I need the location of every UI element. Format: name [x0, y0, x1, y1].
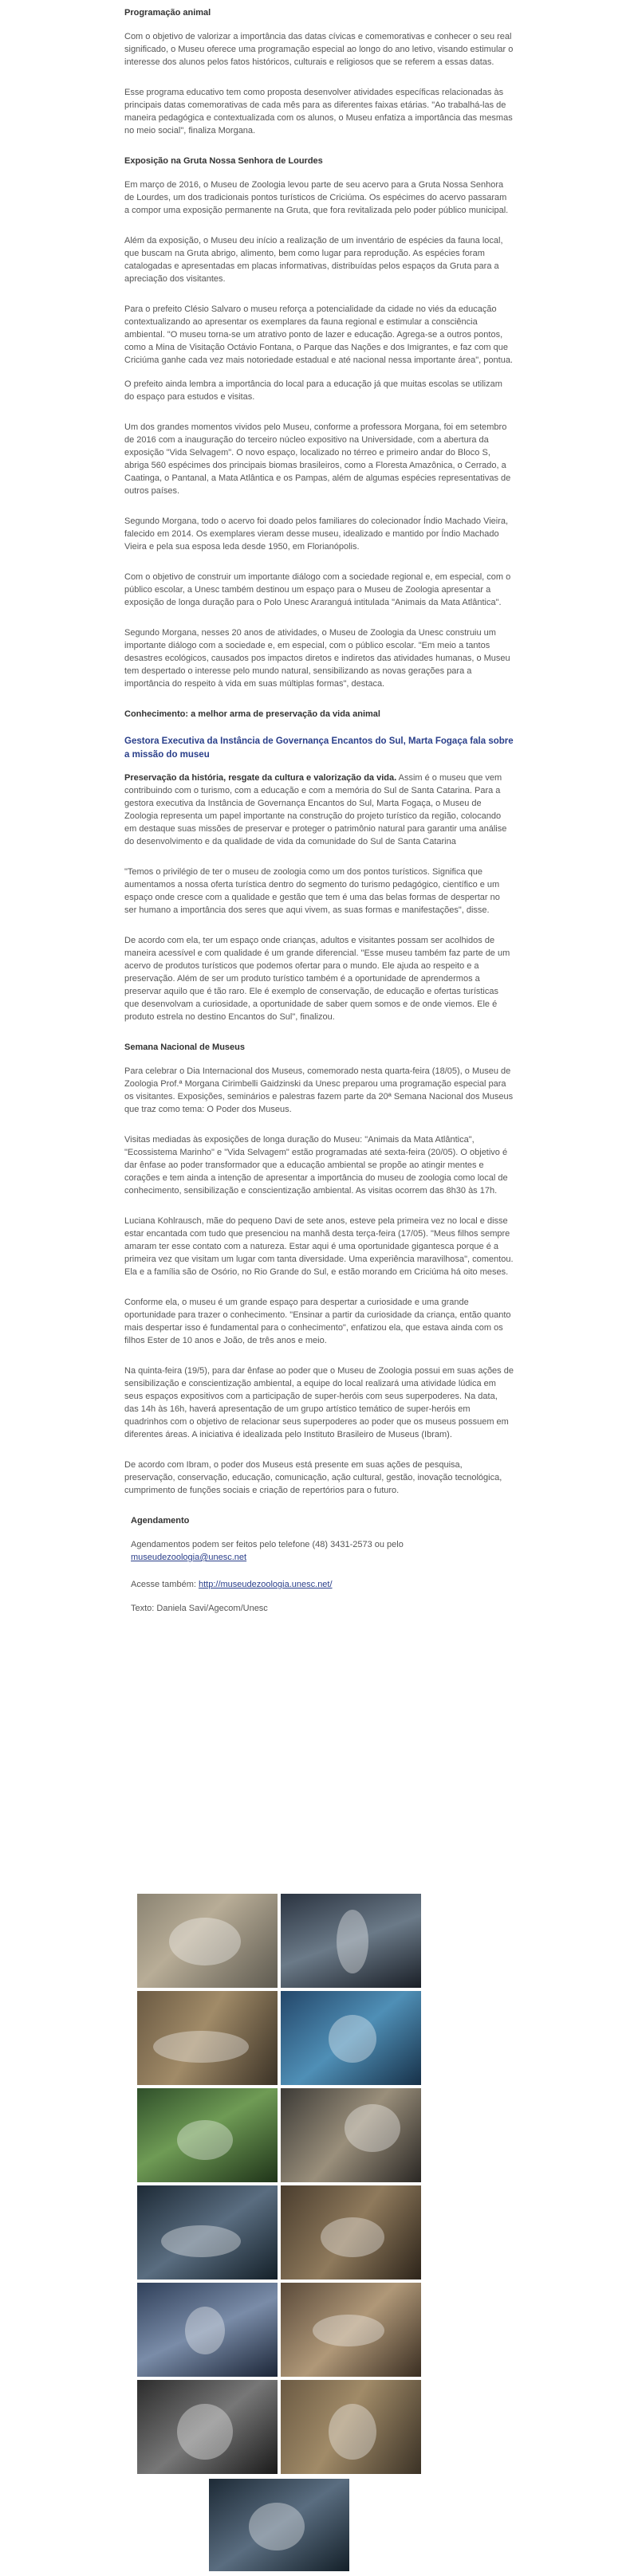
paragraph: De acordo com Ibram, o poder dos Museus está presente em suas ações de pesquisa, preservação, conservação, educação, comunicação, ação cultural, gestão, inovação tecnológica, cumprimento de funções sociais e criação de repertórios para o futuro.	[124, 1460, 502, 1495]
paragraph-text: Assim é o museu que vem contribuindo com o turismo, com a educação e com a memória do Sul de Santa Catarina. Para a gestora executiva da Instância de Governança Encantos do Sul, Marta Fogaça, o Museu de Zoologia representa um papel importante na construção do projeto turístico da região, colocando em destaque suas missões de preservar e proteger o patrimônio natural para garantir uma análise do desenvolvimento e da qualidade de vida da comunidade do Sul de Santa Catarina	[124, 773, 507, 846]
fish-diorama-photo	[281, 2088, 421, 2182]
section-subheading-gestora: Gestora Executiva da Instância de Governança Encantos do Sul, Marta Fogaça fala sobre a missão do museu	[124, 736, 514, 760]
paragraph: Além da exposição, o Museu deu início a realização de um inventário de espécies da fauna local, que buscam na Gruta abrigo, alimento, bem como lugar para reprodução. As espécies foram catalogadas e apresentadas em placas informativas, distribuídas pelos espaços da Gruta para a apreciação dos visitantes.	[124, 236, 503, 284]
paragraph	[124, 1538, 514, 1564]
paragraph: Com o objetivo de construir um importante diálogo com a sociedade regional e, em especial, com o público escolar, a Unesc também destinou um espaço para o Museu de Zoologia apresentar a exposição de longa duração para o Polo Unesc Araranguá intitulada "Animais da Mata Atlântica".	[124, 572, 511, 607]
paragraph: De acordo com ela, ter um espaço onde crianças, adultos e visitantes possam ser acolhidos de maneira acessível e com qualidade é um grande diferencial. "Esse museu também faz parte de um acervo de produtos turísticos que podemos ofertar para o mundo. Ele ajuda ao respeito e a preservação. Além de ser um produto turístico também é a oportunidade de aprendermos a preservar aquilo que é tão raro. Ele é exemplo de conservação, de educação e ofertas turísticas que desenvolvam a curiosidade, a oportunidade de saber quem somos e de onde viemos. Ele é produto estrela no destino Encantos do Sul", finalizou.	[124, 936, 510, 1022]
paragraph: Para o prefeito Clésio Salvaro o museu reforça a potencialidade da cidade no viés da educação contextualizando ao apresentar os exemplares da fauna regional e estimular a consciência ambiental. "O museu torna-se um atrativo ponto de lazer e educação. Agrega-se a outros pontos, como a Mina de Visitação Octávio Fontana, o Parque das Nações e dos Imigrantes, e faz com que Criciúma ganhe cada vez mais notoriedade estadual e até nacional nessa importante área", pontua.	[124, 304, 513, 365]
child-with-boa-photo	[137, 2380, 278, 2474]
paragraph: Segundo Morgana, todo o acervo foi doado pelos familiares do colecionador Índio Machado Vieira, falecido em 2014. Os exemplares vieram desse museu, idealizado e mantido por Índio Machado Vieira e pela sua esposa leda desde 1950, em Florianópolis.	[124, 516, 509, 552]
section-heading-semana: Semana Nacional de Museus	[124, 1043, 245, 1052]
paragraph: O prefeito ainda lembra a importância do local para a educação já que muitas escolas se utilizam do espaço para estudos e visitas.	[124, 379, 502, 402]
email-link[interactable]: museudezoologia@unesc.net	[131, 1553, 247, 1562]
animal-taxidermy-photo	[137, 2088, 278, 2182]
student-holding-specimen-photo	[209, 2479, 349, 2571]
lead-text: Preservação da história, resgate da cultura e valorização da vida.	[124, 773, 397, 783]
paragraph: "Temos o privilégio de ter o museu de zoologia como um dos pontos turísticos. Significa que aumentamos a nossa oferta turística dentro do segmento do turismo pedagógico, científico e um espaço onde cresce com a qualidade e gestão que tem é uma das belas formas de despertar no ser humano a importância dos seres que aqui vivem, as suas formas e manifestações", disse.	[124, 867, 500, 915]
child-in-exhibit-photo	[281, 2380, 421, 2474]
article-column-1	[124, 6, 514, 1626]
paragraph	[124, 772, 514, 848]
credit: Texto: Daniela Savi/Agecom/Unesc	[131, 1604, 268, 1613]
paragraph: Visitas mediadas às exposições de longa duração do Museu: "Animais da Mata Atlântica", "Ecossistema Marinho" e "Vida Selvagem" estão programadas até sexta-feira (20/05). O objetivo é dar ênfase ao poder transformador que a educação ambiental se propõe ao atingir mentes e corações e tem ainda a intenção de apresentar a importância do museu de zoologia como local de conhecimento, sensibilização e conscientização ambiental. As visitas ocorrem das 8h30 às 17h.	[124, 1135, 508, 1196]
paragraph-text: Agendamentos podem ser feitos pelo telefone (48) 3431-2573 ou pelo	[131, 1540, 404, 1549]
children-viewing-exhibit-photo	[281, 2185, 421, 2280]
owl-display-photo	[137, 2283, 278, 2377]
paragraph: Conforme ela, o museu é um grande espaço para despertar a curiosidade e uma grande oportunidade para trazer o conhecimento. "Ensinar a partir da curiosidade da criança, então quanto mais despertar isso é fundamental para o conhecimento", enfatizou ela, que estava ainda com os filhos Ester de 10 anos e João, de três anos e meio.	[124, 1298, 511, 1345]
paragraph: Na quinta-feira (19/5), para dar ênfase ao poder que o Museu de Zoologia possui em suas ações de sensibilização e conscientização ambiental, a equipe do local realizará uma atividade lúdica em seus espaços expositivos com a participação de super-heróis com seus superpoderes. Na data, das 14h às 16h, haverá apresentação de um grupo artístico temático de super-heróis em quadrinhos com o objetivo de relacionar seus superpoderes ao poder que os museus possuem em diferentes áreas. A iniciativa é idealizada pelo Instituto Brasileiro de Museus (Ibram).	[124, 1366, 514, 1439]
sea-lion-specimens-photo	[137, 1991, 278, 2085]
paragraph: Esse programa educativo tem como proposta desenvolver atividades específicas relacionadas às principais datas comemorativas de cada mês para as diferentes faixas etárias. "Ao trabalhá-las de maneira pedagógica e contextualizada com os alunos, o Museu enfatiza a importância das mesmas no meio social", finaliza Morgana.	[124, 88, 513, 135]
section-heading-agendamento: Agendamento	[131, 1516, 190, 1526]
paragraph: Segundo Morgana, nesses 20 anos de atividades, o Museu de Zoologia da Unesc construiu um importante diálogo com a sociedade e, em especial, com o público escolar. "Em meio a tantos desastres ecológicos, causados pos impactos diretos e indiretos das atividades humanas, o Museu tem despertado o interesse pelo mundo natural, sensibilizando as novas gerações para a importância do respeito à vida em suas múltiplas formas", destaca.	[124, 628, 510, 689]
section-heading-conhecimento: Conhecimento: a melhor arma de preservação da vida animal	[124, 709, 380, 719]
paragraph: Luciana Kohlrausch, mãe do pequeno Davi de sete anos, esteve pela primeira vez no local e disse estar encantada com tudo que presenciou na manhã desta terça-feira (17/05). "Meus filhos sempre amaram ter esse contato com a natureza. Estar aqui é uma oportunidade gigantesca porque é a primeira vez que visitam um lugar com tanta diversidade. Uma experiência maravilhosa", comentou. Ela e a família são de Osório, no Rio Grande do Sul, e estão morando em Criciúma há oito meses.	[124, 1216, 514, 1277]
paragraph: Com o objetivo de valorizar a importância das datas cívicas e comemorativas e conhecer o seu real significado, o Museu oferece uma programação especial ao longo do ano letivo, visando estimular o interesse dos alunos pelos fatos históricos, culturais e religiosos que se referem a essas datas.	[124, 32, 514, 67]
paragraph: Para celebrar o Dia Internacional dos Museus, comemorado nesta quarta-feira (18/05), o Museu de Zoologia Prof.ª Morgana Cirimbelli Gaidzinski da Unesc preparou uma programação especial para os visitantes. Exposições, seminários e palestras fazem parte da 20ª Semana Nacional dos Museus que traz como tema: O Poder dos Museus.	[124, 1066, 514, 1114]
paragraph	[124, 1578, 514, 1591]
section-heading-gruta: Exposição na Gruta Nossa Senhora de Lourdes	[124, 156, 323, 166]
website-link[interactable]: http://museudezoologia.unesc.net/	[198, 1580, 333, 1589]
penguin-exhibit-photo	[281, 1894, 421, 1988]
visitors-exhibit-hall-photo	[281, 2283, 421, 2377]
fossil-skull-display-photo	[137, 1894, 278, 1988]
paragraph: Um dos grandes momentos vividos pelo Museu, conforme a professora Morgana, foi em setembro de 2016 com a inauguração do terceiro núcleo expositivo na Universidade, com a abertura da exposição "Vida Selvagem". O novo espaço, localizado no térreo e primeiro andar do Bloco S, abriga 560 espécimes dos principais biomas brasileiros, como a Floresta Amazônica, o Cerrado, a Caatinga, o Pantanal, a Mata Atlântica e os Pampas, além de algumas espécies representativas de outros países.	[124, 422, 511, 496]
section-heading-programacao: Programação animal	[124, 8, 211, 18]
school-group-photo	[137, 2185, 278, 2280]
paragraph: Em março de 2016, o Museu de Zoologia levou parte de seu acervo para a Gruta Nossa Senhora de Lourdes, um dos tradicionais pontos turísticos de Criciúma. Os espécimes do acervo passaram a compor uma exposição permanente na Gruta, que fora revitalizada pelo poder público municipal.	[124, 180, 509, 215]
paragraph-text: Acesse também:	[131, 1580, 196, 1589]
museum-visitors-photo	[281, 1991, 421, 2085]
